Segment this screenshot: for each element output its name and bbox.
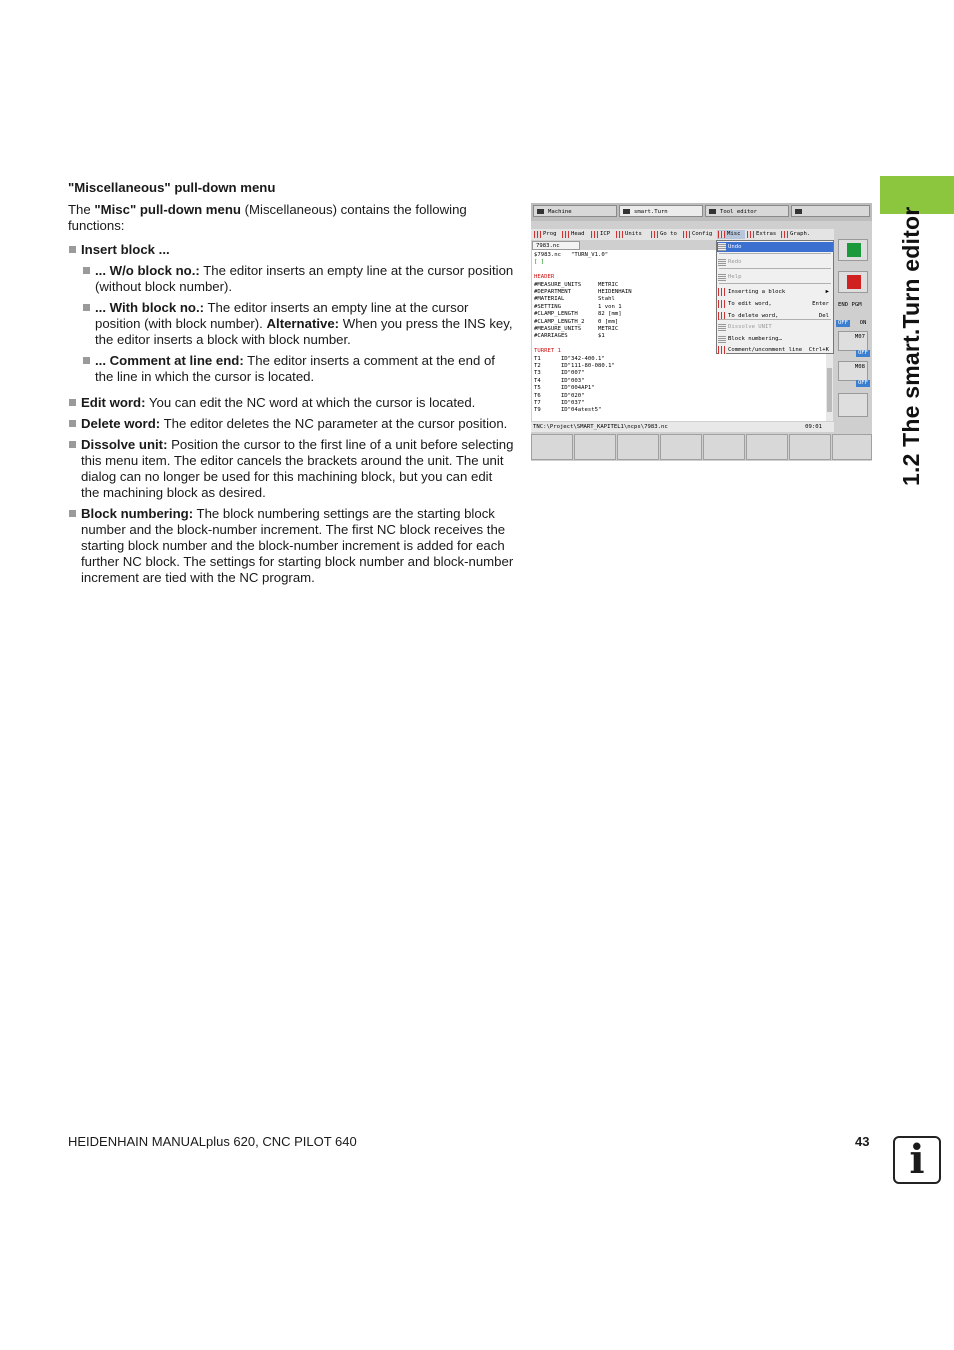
sub-bullet: ... With block no.: The editor inserts an empty line at the cursor position (with block number). Alternative: When you press the INS key, the editor inserts a block with block number. (68, 300, 514, 348)
nc-line[interactable]: #CLAMP_LENGTH_2 0 [mm] (534, 318, 619, 325)
nc-line[interactable]: #MATERIAL Stahl (534, 296, 615, 303)
nc-line[interactable]: T9 ID"04atest5" (534, 407, 602, 414)
menu-graph[interactable]: Graph. (780, 230, 814, 239)
softkey-2[interactable] (574, 434, 616, 460)
nc-line[interactable]: HEADER (534, 274, 555, 281)
nc-line[interactable]: T4 ID"003" (534, 377, 585, 384)
nc-line[interactable]: #SETTING 1 von 1 (534, 303, 622, 310)
dropdown-item-label: Help (728, 274, 742, 280)
bullet-square-icon (83, 357, 90, 364)
menu-icp[interactable]: ICP (590, 230, 613, 239)
tab-save[interactable] (791, 205, 870, 217)
tab-tool-editor[interactable]: Tool editor (705, 205, 789, 217)
menu-icon (781, 231, 788, 238)
dropdown-item-shortcut: Del (818, 313, 829, 319)
nc-line[interactable]: #CLAMP_LENGTH 82 [mm] (534, 311, 622, 318)
nc-line[interactable]: [ ] (534, 259, 545, 266)
nc-line[interactable]: T2 ID"111-80-080.1" (534, 363, 615, 369)
dropdown-item-label: Comment/uncomment line (728, 347, 803, 353)
save-icon (795, 209, 802, 214)
m07-toggle[interactable]: OFF (857, 350, 869, 356)
m08-toggle[interactable]: OFF (857, 380, 869, 386)
dropdown-item-label: Block numbering… (728, 336, 782, 342)
dropdown-item[interactable] (717, 257, 833, 267)
mode-tab-bar (531, 203, 872, 221)
dropdown-item-label: Undo (728, 244, 742, 250)
grid-icon (718, 258, 726, 266)
right-panel (834, 223, 872, 434)
dropdown-separator (719, 268, 831, 269)
dropdown-separator (719, 319, 831, 320)
misc-dropdown-menu (716, 240, 834, 354)
intro-paragraph: The "Misc" pull-down menu (Miscellaneous) contains the following functions: (68, 202, 467, 233)
cycle-start-button[interactable] (838, 239, 868, 261)
softkey-4[interactable] (660, 434, 702, 460)
dropdown-item[interactable] (717, 242, 833, 252)
bullet-square-icon (83, 267, 90, 274)
status-path: TNC:\Project\SMART_KAPITEL1\ncps\7983.nc (533, 424, 668, 430)
info-icon: i (893, 1136, 941, 1184)
bullet-delete-word: Delete word: The editor deletes the NC parameter at the cursor position. (68, 416, 514, 432)
menu-icon (651, 231, 658, 238)
dropdown-item[interactable] (717, 299, 833, 309)
section-heading: "Miscellaneous" pull-down menu (68, 180, 276, 195)
editor-screenshot (531, 203, 872, 461)
bullet-edit-word: Edit word: You can edit the NC word at which the cursor is located. (68, 395, 514, 411)
softkey-5[interactable] (703, 434, 745, 460)
red-stop-icon (847, 275, 861, 289)
status-bar (531, 422, 834, 432)
nc-line[interactable]: $7983.nc "TURN_V1.0" (534, 252, 609, 258)
dropdown-item-label: Inserting a block (728, 289, 786, 295)
tab-smart-turn[interactable]: smart.Turn (619, 205, 703, 217)
menu-icon (591, 231, 598, 238)
bullet-insert-block: Insert block ... (68, 242, 514, 258)
diamond-arrow-icon (623, 209, 630, 214)
dropdown-item[interactable] (717, 287, 833, 297)
end-pgm-label: END PGM (838, 302, 862, 308)
softkey-row (531, 434, 872, 461)
dropdown-item[interactable] (717, 345, 833, 355)
tab-machine[interactable]: Machine (533, 205, 617, 217)
footer-text: HEIDENHAIN MANUALplus 620, CNC PILOT 640 (68, 1134, 357, 1149)
menu-icon (562, 231, 569, 238)
nc-line[interactable]: T6 ID"020" (534, 392, 585, 399)
text-column (68, 180, 514, 591)
grid-icon (718, 243, 726, 251)
bullet-square-icon (69, 510, 76, 517)
machine-icon (537, 209, 544, 214)
nc-line[interactable]: #MEASURE_UNITS METRIC (534, 326, 619, 332)
menu-bar (531, 229, 834, 240)
dropdown-item-label: Dissolve UNIT (728, 324, 772, 330)
dropdown-item[interactable] (717, 272, 833, 282)
dropdown-separator (719, 283, 831, 284)
menu-misc[interactable]: Misc (717, 230, 745, 239)
nc-line[interactable]: #CARRIAGES $1 (534, 333, 605, 340)
menu-prog[interactable]: Prog (533, 230, 559, 239)
edit-icon (718, 300, 726, 308)
dropdown-item-label: Redo (728, 259, 742, 265)
nc-line[interactable]: T3 ID"007" (534, 370, 585, 377)
dropdown-item-shortcut: ▶ (825, 289, 829, 295)
menu-goto[interactable]: Go to (650, 230, 681, 239)
sub-bullet: ... Comment at line end: The editor inserts a comment at the end of the line in which the cursor is located. (68, 353, 514, 385)
grid-icon (718, 323, 726, 331)
dropdown-item-label: To edit word, (728, 301, 772, 307)
edit-icon (718, 346, 726, 354)
menu-icon (718, 231, 725, 238)
m08-button[interactable]: M08 (838, 361, 868, 381)
sub-bullet: ... W/o block no.: The editor inserts an empty line at the cursor position (without block number). (68, 263, 514, 295)
menu-icon (747, 231, 754, 238)
dropdown-item[interactable] (717, 334, 833, 344)
nc-line[interactable]: #DEPARTMENT HEIDENHAIN (534, 289, 632, 295)
nc-line[interactable]: T1 ID"342-400.1" (534, 355, 605, 362)
cycle-stop-button[interactable] (838, 271, 868, 293)
menu-config[interactable]: Config (682, 230, 716, 239)
scrollbar-thumb[interactable] (827, 368, 832, 412)
bullet-square-icon (69, 420, 76, 427)
menu-icon (534, 231, 541, 238)
green-cycle-icon (847, 243, 861, 257)
softkey-1[interactable] (531, 434, 573, 460)
bullet-square-icon (69, 441, 76, 448)
tool-icon (709, 209, 716, 214)
menu-icon (683, 231, 690, 238)
file-tab[interactable]: 7983.nc (532, 241, 580, 250)
nc-line[interactable]: T5 ID"004AP1" (534, 385, 595, 392)
menu-icon (616, 231, 623, 238)
menu-head[interactable]: Head (561, 230, 589, 239)
page-number: 43 (855, 1134, 870, 1149)
dropdown-item-shortcut: Ctrl+K (808, 347, 829, 353)
chapter-title: 1.2 The smart.Turn editor (898, 206, 924, 486)
nc-line[interactable]: TURRET 1 (534, 348, 561, 355)
dropdown-separator (719, 253, 831, 254)
dropdown-item[interactable] (717, 322, 833, 332)
bullet-dissolve-unit: Dissolve unit: Position the cursor to the first line of a unit before selecting this menu item. The editor cancels the brackets around the unit. The unit dialog can no longer be used for this machining block, but you can edit the machining block as desired. (68, 437, 514, 501)
end-pgm-toggle[interactable]: OFF ON (837, 320, 867, 326)
dropdown-item-shortcut: Enter (812, 301, 829, 307)
bullet-square-icon (69, 246, 76, 253)
nc-line[interactable]: #MEASURE_UNITS METRIC (534, 281, 619, 288)
softkey-8[interactable] (832, 434, 872, 460)
bullet-square-icon (83, 304, 90, 311)
menu-extras[interactable]: Extras (746, 230, 779, 239)
softkey-3[interactable] (617, 434, 659, 460)
feed-override-button[interactable] (838, 393, 868, 417)
softkey-7[interactable] (789, 434, 831, 460)
bullet-block-numbering: Block numbering: The block numbering settings are the starting block number and the block-number increment. The first NC block receives the starting block number and the block-number increment is added for each further NC block. The settings for starting block number and block-number increment are tied with the NC program. (68, 506, 514, 586)
menu-units[interactable]: Units (615, 230, 649, 239)
grid-icon (718, 273, 726, 281)
edit-icon (718, 288, 726, 296)
dropdown-item-label: To delete word, (728, 313, 779, 319)
bullet-square-icon (69, 399, 76, 406)
softkey-6[interactable] (746, 434, 788, 460)
nc-line[interactable]: T7 ID"037" (534, 400, 585, 406)
status-clock: 09:01 (805, 424, 822, 430)
m07-button[interactable]: M07 (838, 331, 868, 351)
grid-icon (718, 335, 726, 343)
